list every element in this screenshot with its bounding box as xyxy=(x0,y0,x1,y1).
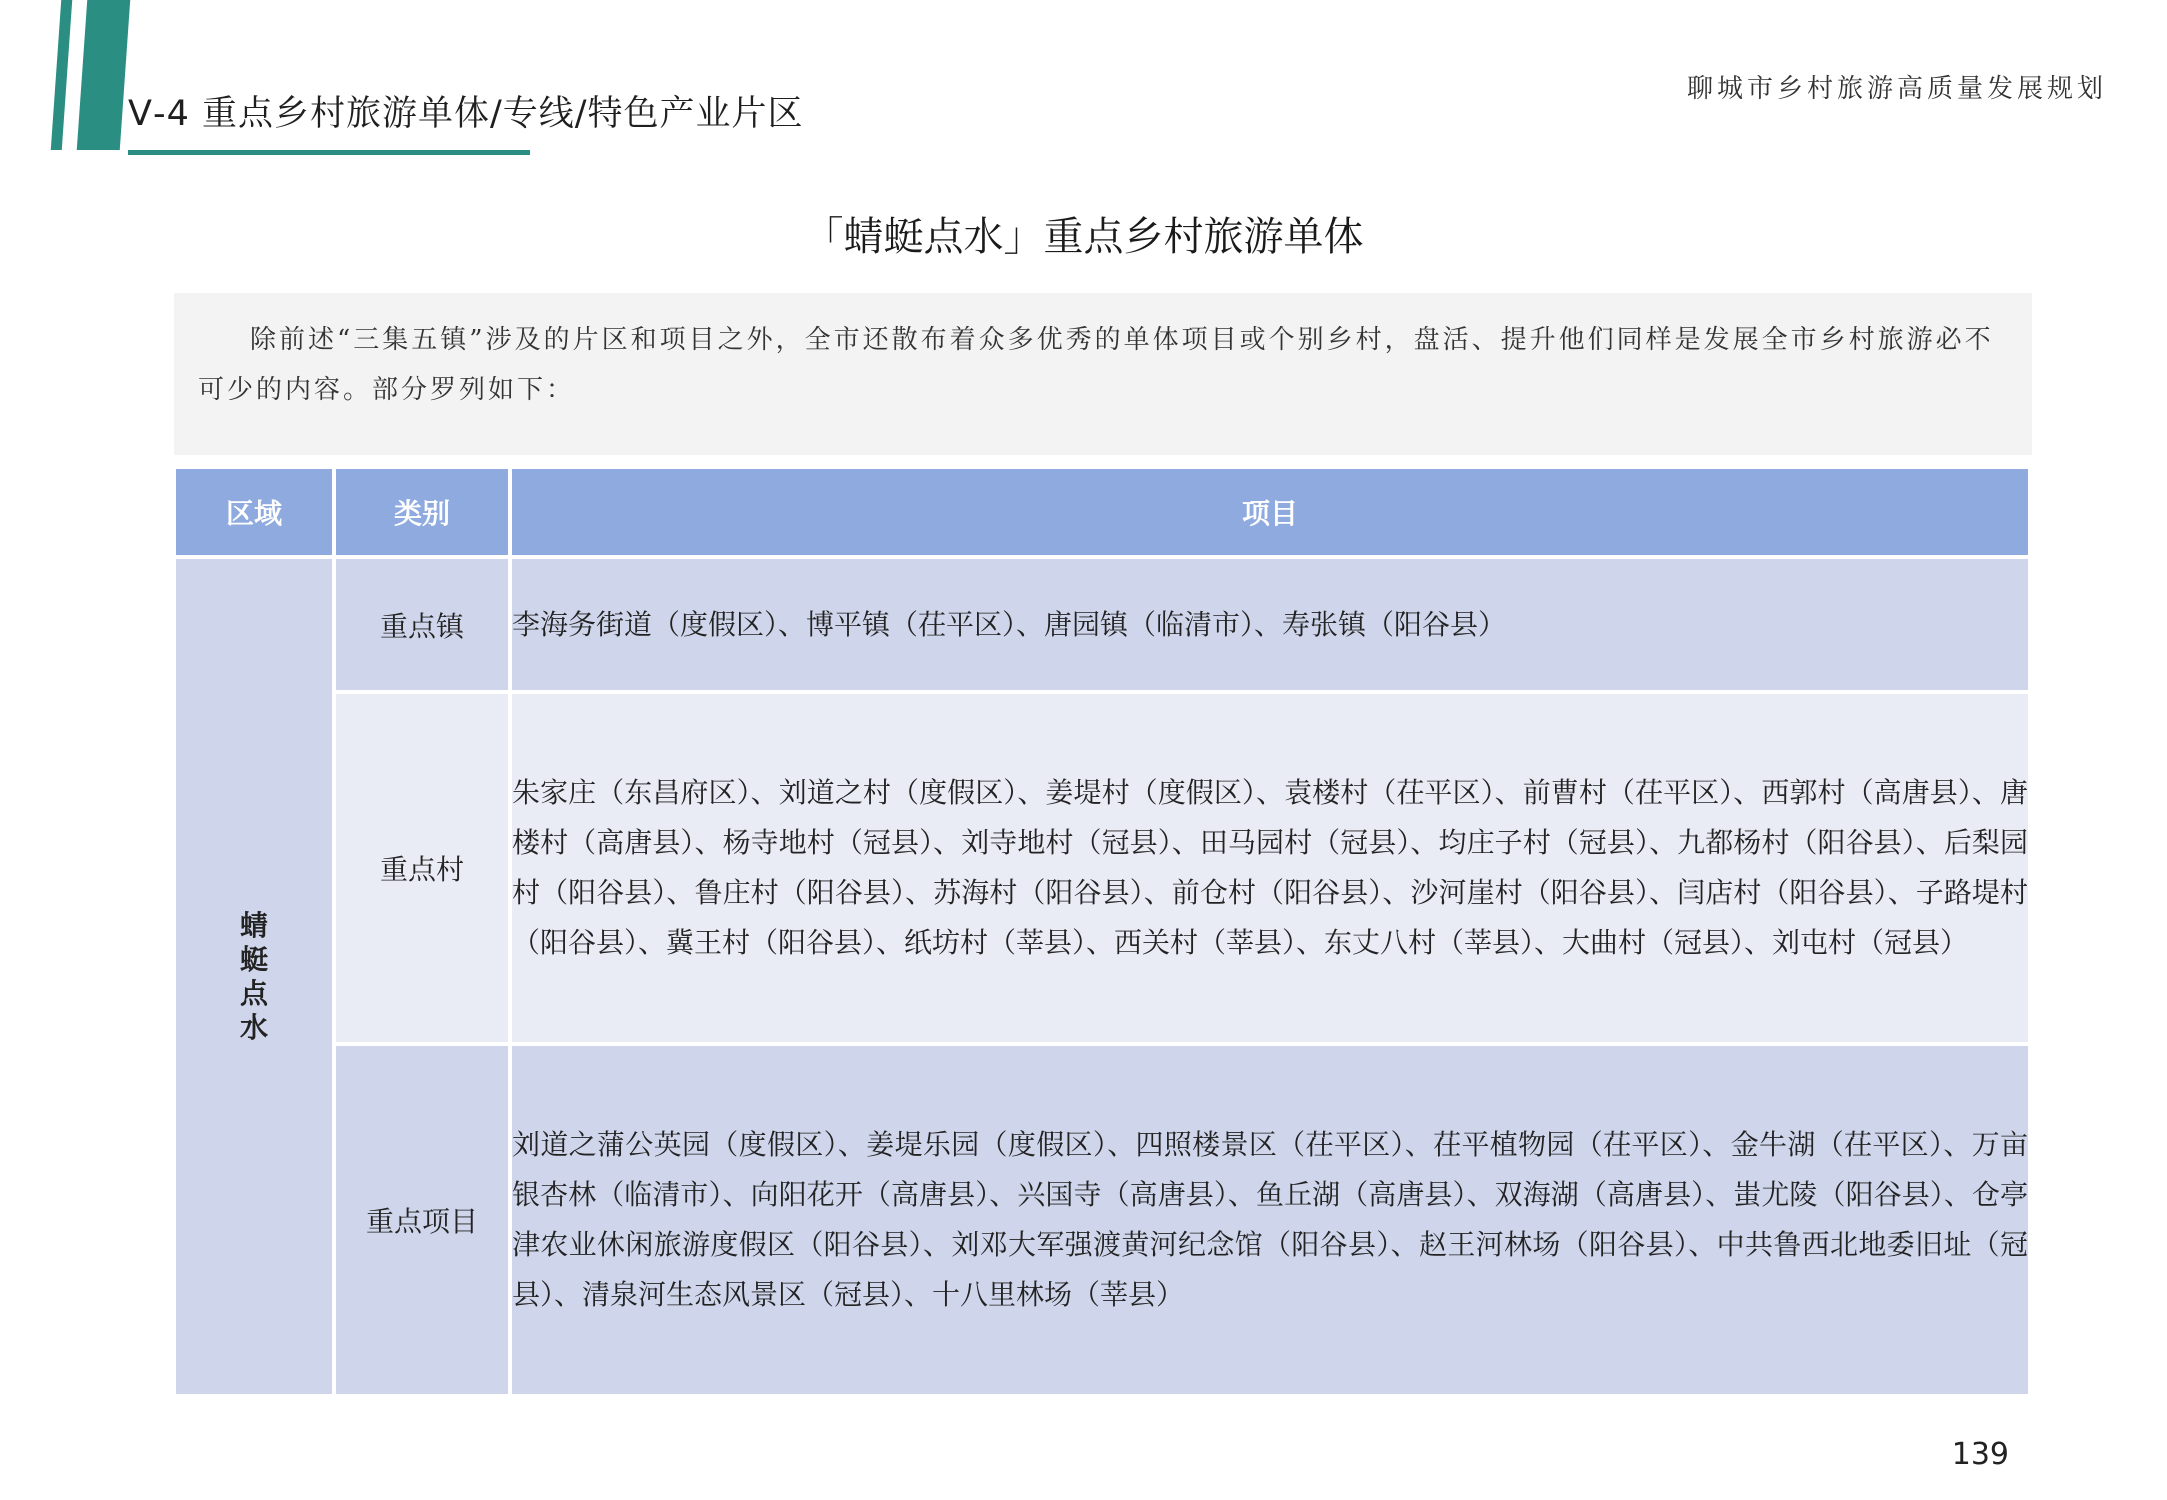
region-cell xyxy=(174,557,334,1396)
items-cell: 朱家庄（东昌府区）、刘道之村（度假区）、姜堤村（度假区）、袁楼村（茌平区）、前曹村（茌平区）、西郭村（高唐县）、唐楼村（高唐县）、杨寺地村（冠县）、刘寺地村（冠县）、田马园村（冠县）、均庄子村（冠县）、九都杨村（阳谷县）、后梨园村（阳谷县）、鲁庄村（阳谷县）、苏海村（阳谷县）、前仓村（阳谷县）、沙河崖村（阳谷县）、闫店村（阳谷县）、子路堤村（阳谷县）、冀王村（阳谷县）、纸坊村（莘县）、西关村（莘县）、东丈八村（莘县）、大曲村（冠县）、刘屯村（冠县） xyxy=(510,692,2030,1044)
items-cell: 刘道之蒲公英园（度假区）、姜堤乐园（度假区）、四照楼景区（茌平区）、茌平植物园（茌平区）、金牛湖（茌平区）、万亩银杏林（临清市）、向阳花开（高唐县）、兴国寺（高唐县）、鱼丘湖（高唐县）、双海湖（高唐县）、蚩尤陵（阳谷县）、仓亭津农业休闲旅游度假区（阳谷县）、刘邓大军强渡黄河纪念馆（阳谷县）、赵王河林场（阳谷县）、中共鲁西北地委旧址（冠县）、清泉河生态风景区（冠县）、十八里林场（莘县） xyxy=(510,1044,2030,1396)
column-header-items: 项目 xyxy=(510,467,2030,557)
section-title: Ⅴ-4 重点乡村旅游单体/专线/特色产业片区 xyxy=(128,94,804,134)
column-header-region: 区域 xyxy=(174,467,334,557)
table-row xyxy=(174,1044,2030,1396)
column-header-category: 类别 xyxy=(334,467,510,557)
header-accent-bar-thick xyxy=(77,0,130,150)
document-title: 聊城市乡村旅游高质量发展规划 xyxy=(1686,74,2107,104)
page-number: 139 xyxy=(1951,1437,2009,1472)
items-cell: 李海务街道（度假区）、博平镇（茌平区）、唐园镇（临清市）、寿张镇（阳谷县） xyxy=(510,557,2030,692)
table-row xyxy=(174,692,2030,1044)
category-cell: 重点镇 xyxy=(334,557,510,692)
page-heading: 「蜻蜓点水」重点乡村旅游单体 xyxy=(803,214,1364,260)
section-underline xyxy=(128,150,530,155)
intro-paragraph: 除前述“三集五镇”涉及的片区和项目之外，全市还散布着众多优秀的单体项目或个别乡村，盘活、提升他们同样是发展全市乡村旅游必不可少的内容。部分罗列如下： xyxy=(198,325,1994,405)
intro-box xyxy=(174,293,2032,455)
table-header-row xyxy=(174,467,2030,557)
region-label: 蜻蜓点水 xyxy=(239,908,268,1044)
category-cell: 重点村 xyxy=(334,692,510,1044)
projects-table xyxy=(172,465,2032,1398)
category-cell: 重点项目 xyxy=(334,1044,510,1396)
header-accent-bar-thin xyxy=(51,0,72,150)
table-row xyxy=(174,557,2030,692)
